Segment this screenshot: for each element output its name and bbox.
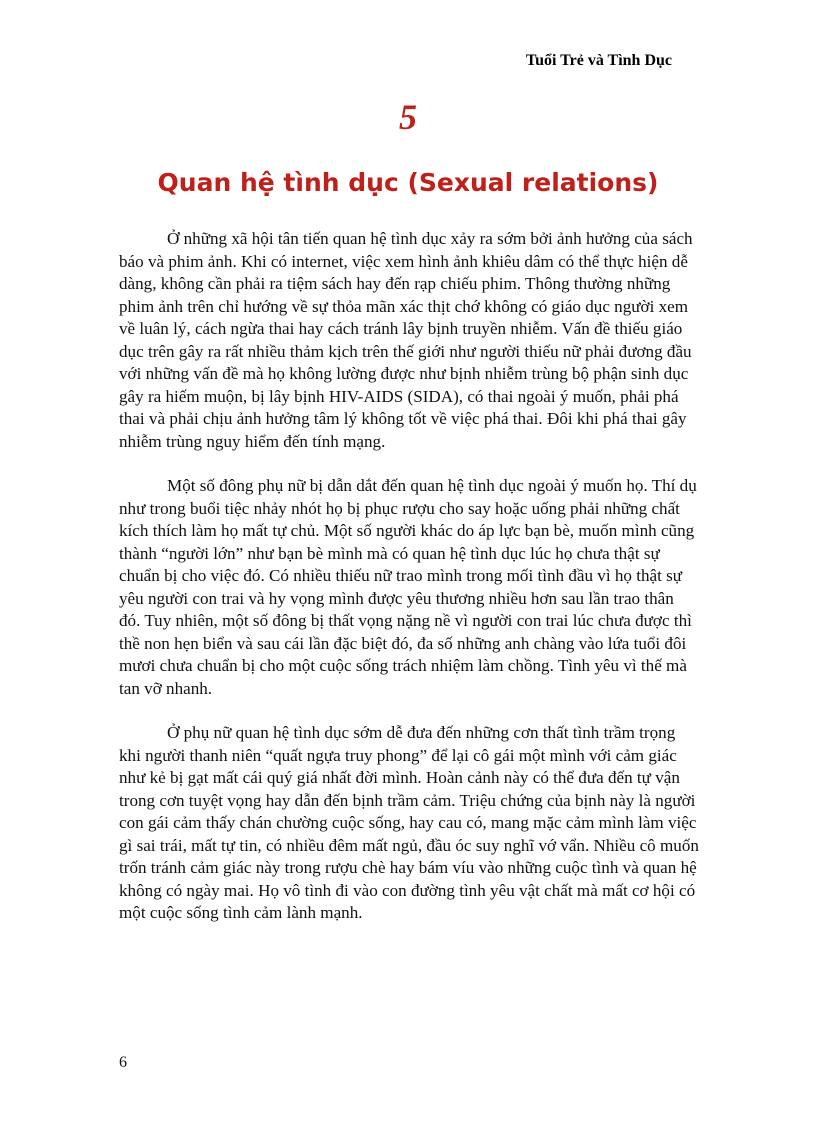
paragraph-1: Ở những xã hội tân tiến quan hệ tình dục xảy ra sớm bởi ảnh hưởng của sách báo và phim ảnh. Khi có internet, việc xem hình ảnh khiêu dâm có thể thực hiện dễ dàng, không cần phải ra tiệm sách hay đến rạp chiếu phim. Thông thường những phim ảnh trên chỉ hướng về sự thỏa mãn xác thịt chớ không có giáo dục người xem về luân lý, cách ngừa thai hay cách tránh lây bịnh truyền nhiễm. Vấn đề thiếu giáo dục trên gây ra rất nhiều thảm kịch trên thế giới như người thiếu nữ phải đương đầu với những vấn đề mà họ không lường được như bịnh nhiễm trùng bộ phận sinh dục gây ra hiếm muộn, bị lây bịnh HIV-AIDS (SIDA), có thai ngoài ý muốn, phải phá thai và phải chịu ảnh hưởng tâm lý không tốt về việc phá thai. Đôi khi phá thai gây nhiễm trùng nguy hiểm đến tính mạng. [119,229,693,451]
running-header-title: Tuổi Trẻ và Tình Dục [525,52,672,69]
chapter-number: 5 [399,97,417,137]
chapter-title: Quan hệ tình dục (Sexual relations) [157,168,659,197]
page-number: 6 [119,1054,127,1071]
paragraph-2: Một số đông phụ nữ bị dẫn dắt đến quan hệ tình dục ngoài ý muốn họ. Thí dụ như trong buổi tiệc nhảy nhót họ bị phục rượu cho say hoặc uống phải những chất kích thích làm họ mất tự chủ. Một số người khác do áp lực bạn bè, muốn mình cũng thành “người lớn” như bạn bè mình mà có quan hệ tình dục lúc họ chưa thật sự chuẩn bị cho việc đó. Có nhiều thiếu nữ trao mình trong mối tình đầu vì họ thật sự yêu người con trai và hy vọng mình được yêu thương nhiều hơn sau lần trao thân đó. Tuy nhiên, một số đông bị thất vọng nặng nề vì người con trai lúc chưa được thì thề non hẹn biển và sau cái lần đặc biệt đó, đa số những anh chàng vào lứa tuổi đôi mươi chưa chuẩn bị cho một cuộc sống trách nhiệm làm chồng. Tình yêu vì thế mà tan vỡ nhanh. [119,476,697,698]
paragraph-3: Ở phụ nữ quan hệ tình dục sớm dễ đưa đến những cơn thất tình trầm trọng khi người thanh niên “quất ngựa truy phong” để lại cô gái một mình với cảm giác như kẻ bị gạt mất cái quý giá nhất đời mình. Hoàn cảnh này có thể đưa đến tự vận trong cơn tuyệt vọng hay dẫn đến bịnh trầm cảm. Triệu chứng của bịnh này là người con gái cảm thấy chán chường cuộc sống, hay cau có, mang mặc cảm mình làm việc gì sai trái, mất tự tin, có nhiều đêm mất ngủ, đầu óc suy nghĩ vớ vẩn. Nhiều cô muốn trốn tránh cảm giác này trong rượu chè hay bám víu vào những cuộc tình và quan hệ không có ngày mai. Họ vô tình đi vào con đường tình yêu vật chất mà mất cơ hội có một cuộc sống tình cảm lành mạnh. [119,723,699,922]
body-text [119,228,699,947]
